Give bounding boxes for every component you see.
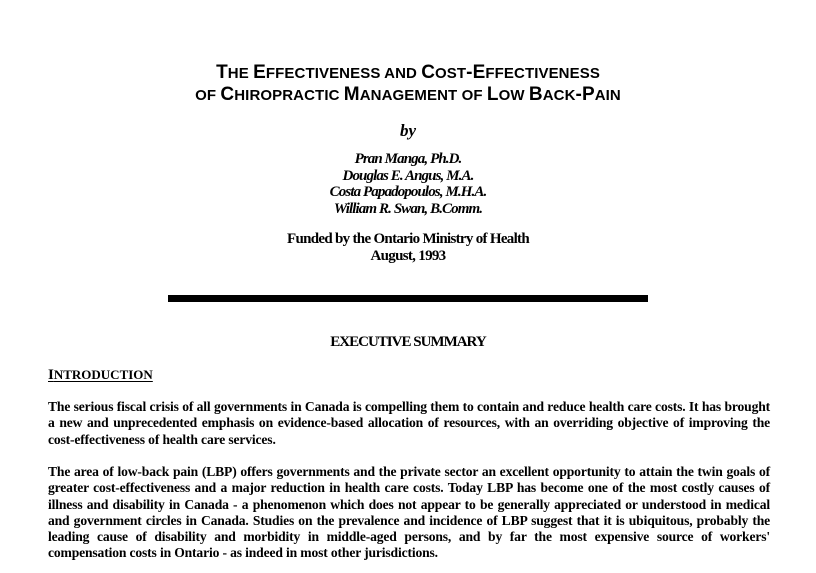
horizontal-rule (168, 295, 648, 302)
funding-block (0, 231, 816, 265)
title-segment: OST (435, 65, 467, 82)
title-segment: E (253, 62, 266, 83)
title-segment: ANAGEMENT OF (359, 87, 487, 104)
executive-summary-heading: EXECUTIVE SUMMARY (330, 334, 486, 350)
author-name: Pran Manga, Ph.D. (354, 151, 462, 167)
author-name: Douglas E. Angus, M.A. (342, 167, 474, 184)
title-segment: AIN (594, 87, 621, 104)
section-heading-introduction (48, 367, 153, 383)
title-segment: T (216, 62, 228, 83)
document-title-line-2 (0, 84, 816, 106)
paragraph: The serious fiscal crisis of all governments in Canada is compelling them to contain and reduce health care costs. It has brought a new and unprecedented emphasis on evidence-based allocation of resources, with an overriding objective of improving the cost-effectiveness of health care services. (48, 399, 770, 447)
by-line: by (399, 121, 417, 140)
document-title-line-1 (0, 62, 816, 84)
title-segment: C (421, 62, 436, 83)
title-segment: ACK (542, 87, 576, 104)
title-segment: -E (466, 62, 486, 83)
title-segment: OF (195, 87, 221, 104)
author-name: William R. Swan, B.Comm. (333, 200, 483, 217)
title-segment: FFECTIVENESS AND (265, 65, 422, 82)
publication-date: August, 1993 (370, 248, 446, 264)
author-list (0, 151, 816, 217)
title-segment: -P (575, 84, 595, 105)
author-name: Costa Papadopoulos, M.H.A. (329, 184, 487, 200)
title-segment: OW (498, 87, 529, 104)
section-heading-initial: I (48, 367, 54, 383)
title-segment: L (486, 84, 499, 105)
title-segment: M (343, 84, 360, 105)
section-heading-rest: NTRODUCTION (53, 367, 153, 382)
title-segment: HIROPRACTIC (234, 87, 344, 104)
title-segment: B (528, 84, 543, 105)
funding-statement: Funded by the Ontario Ministry of Health (286, 231, 529, 247)
title-segment: FFECTIVENESS (485, 65, 600, 82)
title-segment: HE (227, 65, 254, 82)
title-segment: C (220, 84, 235, 105)
paragraph: The area of low-back pain (LBP) offers governments and the private sector an excellent opportunity to attain the twin goals of greater cost-effectiveness and a major reduction in health care costs. Today LBP has become one of the most costly causes of illness and disability in Canada - a phenomenon which does not appear to be generally appreciated or understood in medical and government circles in Canada. Studies on the prevalence and incidence of LBP suggest that it is ubiquitous, probably the leading cause of disability and morbidity in middle-aged persons, and by far the most expensive source of workers' compensation costs in Ontario - as indeed in most other jurisdictions. (48, 464, 770, 561)
